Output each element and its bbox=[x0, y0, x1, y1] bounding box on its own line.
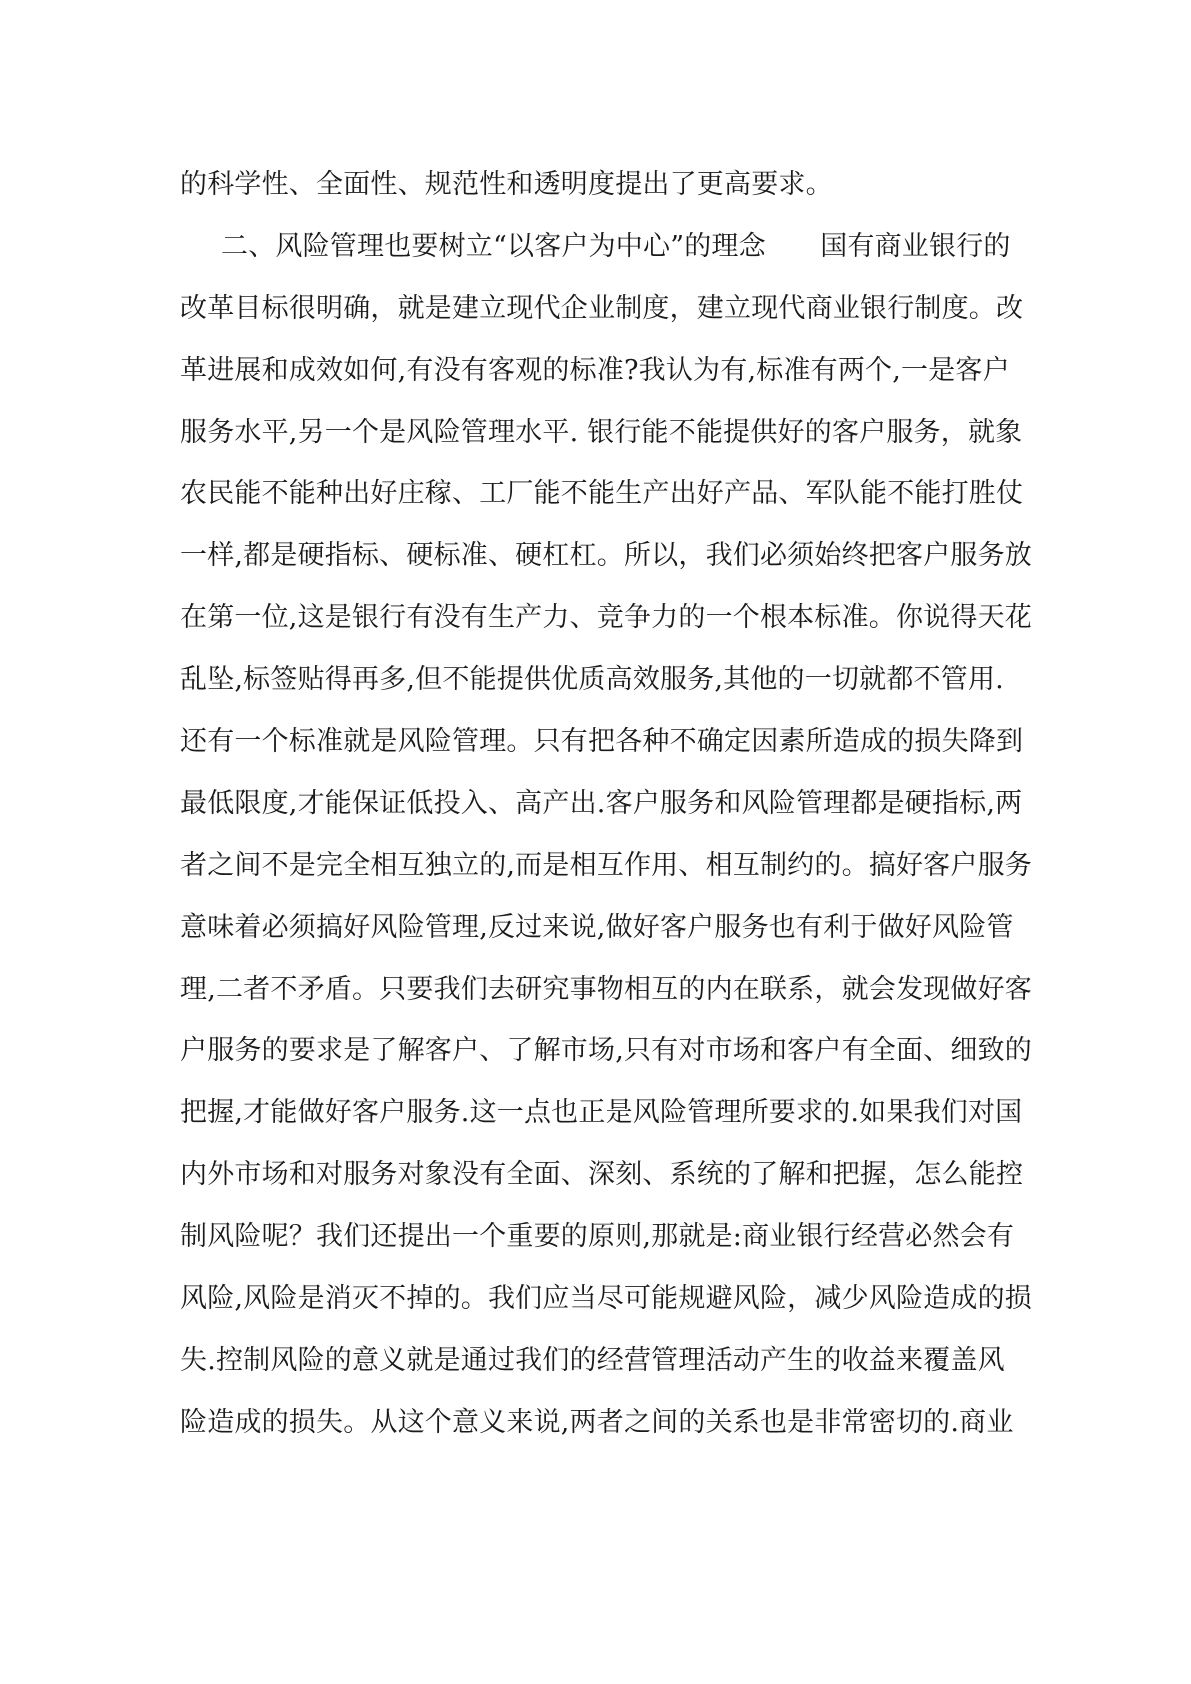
text-line: 革进展和成效如何,有没有客观的标准?我认为有,标准有两个,一是客户 bbox=[180, 354, 1010, 386]
text-line: 理,二者不矛盾。只要我们去研究事物相互的内在联系，就会发现做好客 bbox=[180, 973, 1032, 1005]
text-line: 的科学性、全面性、规范性和透明度提出了更高要求。 bbox=[180, 169, 833, 200]
text-line: 一样,都是硬指标、硬标准、硬杠杠。所以，我们必须始终把客户服务放 bbox=[180, 540, 1032, 572]
text-line: 险造成的损失。从这个意义来说,两者之间的关系也是非常密切的.商业 bbox=[180, 1406, 1014, 1438]
text-line: 乱坠,标签贴得再多,但不能提供优质高效服务,其他的一切就都不管用. bbox=[180, 664, 1004, 696]
section-heading-line: 二、风险管理也要树立“以客户为中心”的理念 国有商业银行的 bbox=[221, 230, 1011, 262]
text-line: 制风险呢？我们还提出一个重要的原则,那就是:商业银行经营必然会有 bbox=[180, 1221, 1015, 1253]
text-line: 风险,风险是消灭不掉的。我们应当尽可能规避风险，减少风险造成的损 bbox=[180, 1283, 1032, 1315]
body-text bbox=[180, 154, 1032, 1454]
text-line: 把握,才能做好客户服务.这一点也正是风险管理所要求的.如果我们对国 bbox=[180, 1097, 1023, 1129]
text-line: 在第一位,这是银行有没有生产力、竞争力的一个根本标准。你说得天花 bbox=[180, 602, 1032, 634]
text-line: 改革目标很明确，就是建立现代企业制度，建立现代商业银行制度。改 bbox=[180, 292, 1024, 324]
text-line: 户服务的要求是了解客户、了解市场,只有对市场和客户有全面、细致的 bbox=[180, 1035, 1032, 1067]
text-line: 者之间不是完全相互独立的,而是相互作用、相互制约的。搞好客户服务 bbox=[180, 849, 1032, 881]
text-line: 意味着必须搞好风险管理,反过来说,做好客户服务也有利于做好风险管 bbox=[180, 911, 1014, 943]
text-line: 失.控制风险的意义就是通过我们的经营管理活动产生的收益来覆盖风 bbox=[180, 1344, 1005, 1376]
text-line: 最低限度,才能保证低投入、高产出.客户服务和风险管理都是硬指标,两 bbox=[180, 787, 1023, 819]
text-line: 服务水平,另一个是风险管理水平. 银行能不能提供好的客户服务，就象 bbox=[180, 416, 1023, 448]
text-line: 内外市场和对服务对象没有全面、深刻、系统的了解和把握，怎么能控 bbox=[180, 1159, 1024, 1191]
text-line: 农民能不能种出好庄稼、工厂能不能生产出好产品、军队能不能打胜仗 bbox=[180, 478, 1024, 510]
text-line: 还有一个标准就是风险管理。只有把各种不确定因素所造成的损失降到 bbox=[180, 726, 1024, 758]
